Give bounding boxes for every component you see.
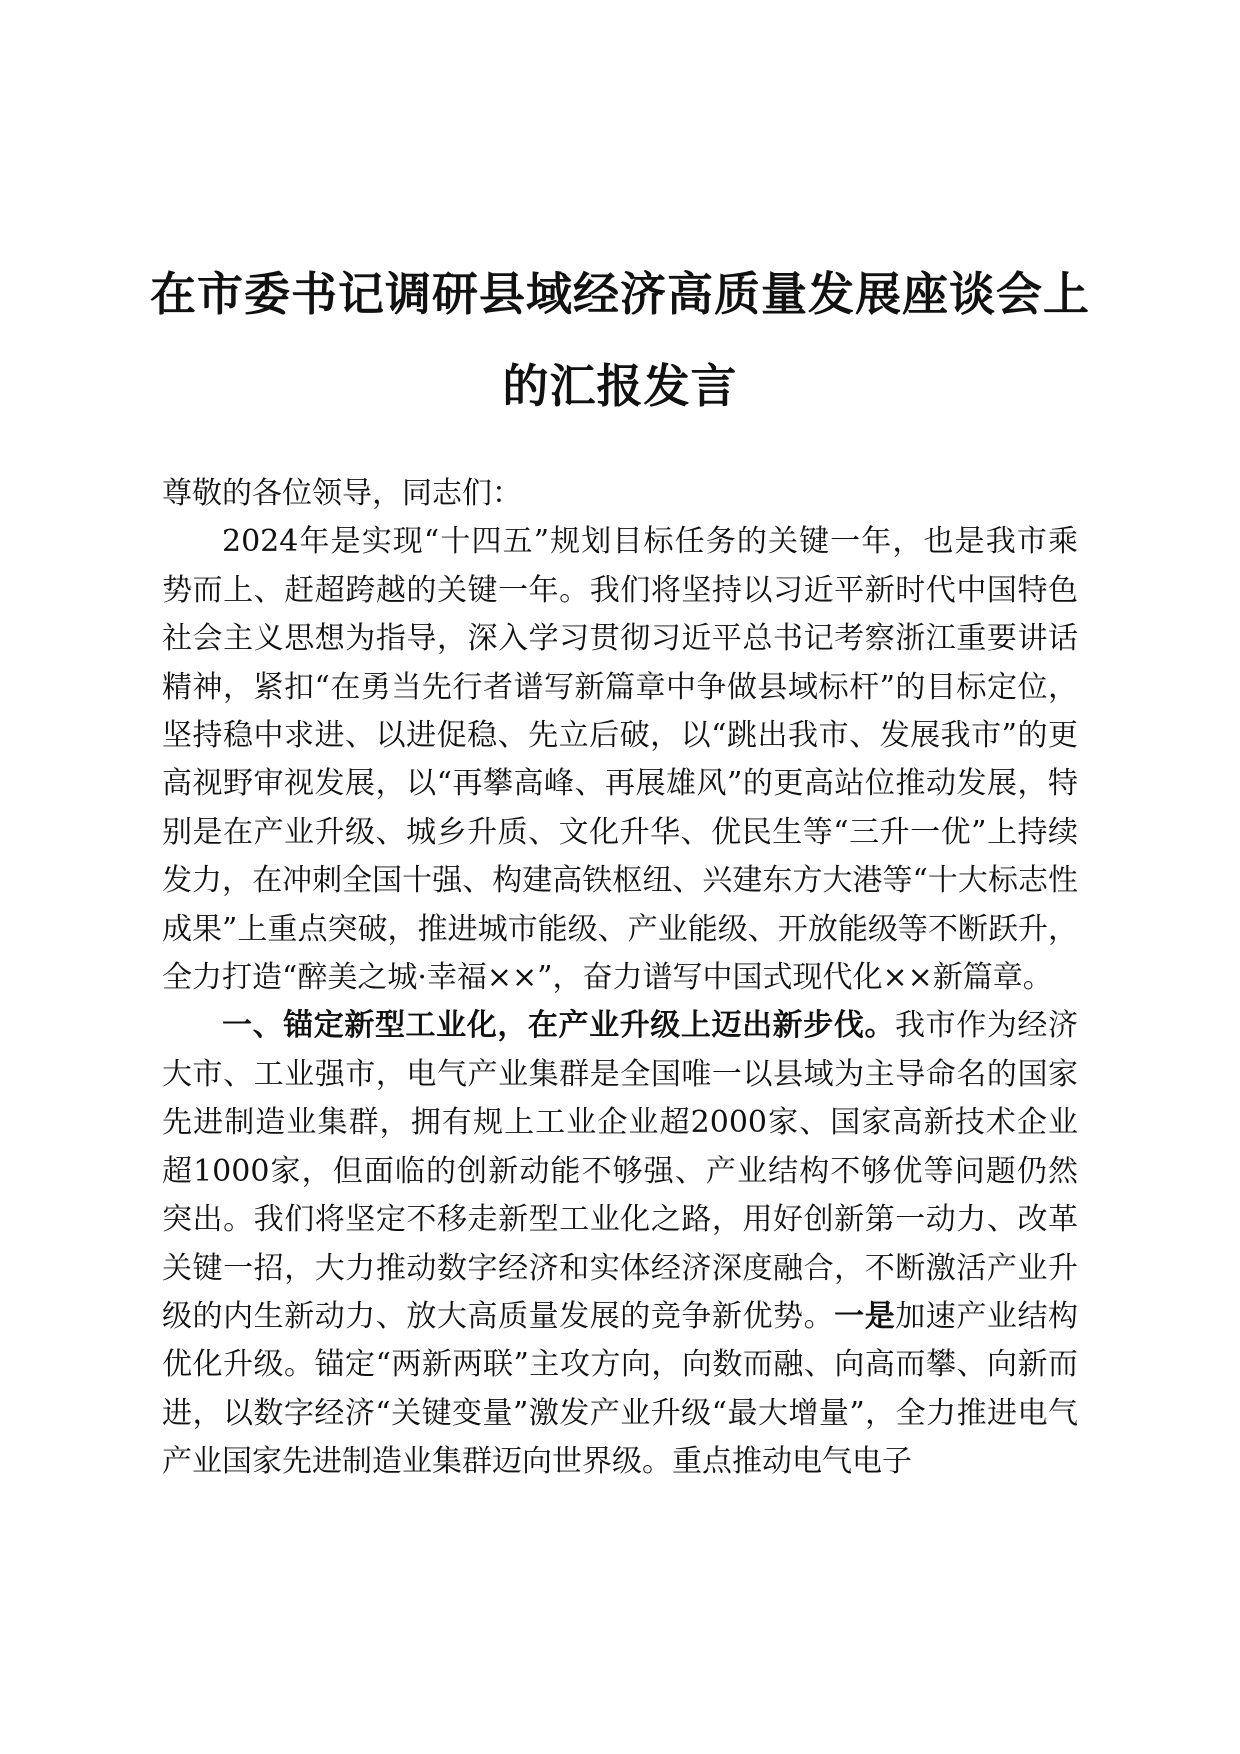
section-1-heading: 一、锚定新型工业化，在产业升级上迈出新步伐。	[222, 1008, 896, 1044]
section-1-text-a: 我市作为经济大市、工业强市，电气产业集群是全国唯一以县域为主导命名的国家先进制造业集群，拥有规上工业企业超2000家、国家高新技术企业超1000家，但面临的创新动能不够强、产业结构不够优等问题仍然突出。我们将坚定不移走新型工业化之路，用好创新第一动力、改革关键一招，大力推动数字经济和实体经济深度融合，不断激活产业升级的内生新动力、放大高质量发展的竞争新优势。	[162, 1008, 1079, 1334]
section-1-text-b: 加速产业结构优化升级。锚定“两新两联”主攻方向，向数而融、向高而攀、向新而进，以数字经济“关键变量”激发产业升级“最大增量”，全力推进电气产业国家先进制造业集群迈向世界级。重点推动电气电子	[162, 1298, 1079, 1480]
section-1-sub-marker: 一是	[834, 1298, 896, 1334]
title-line-2: 的汇报发言	[502, 359, 738, 413]
salutation: 尊敬的各位领导，同志们：	[162, 476, 522, 511]
document-title	[150, 248, 1090, 432]
section-1-paragraph	[162, 1002, 1078, 1486]
document-body	[162, 470, 1078, 1487]
intro-paragraph: 2024年是实现“十四五”规划目标任务的关键一年，也是我市乘势而上、赶超跨越的关键一年。我们将坚持以习近平新时代中国特色社会主义思想为指导，深入学习贯彻习近平总书记考察浙江重要讲话精神，紧扣“在勇当先行者谱写新篇章中争做县域标杆”的目标定位，坚持稳中求进、以进促稳、先立后破，以“跳出我市、发展我市”的更高视野审视发展，以“再攀高峰、再展雄风”的更高站位推动发展，特别是在产业升级、城乡升质、文化升华、优民生等“三升一优”上持续发力，在冲刺全国十强、构建高铁枢纽、兴建东方大港等“十大标志性成果”上重点突破，推进城市能级、产业能级、开放能级等不断跃升，全力打造“醉美之城·幸福××”，奋力谱写中国式现代化××新篇章。	[162, 524, 1078, 996]
title-line-1: 在市委书记调研县域经济高质量发展座谈会上	[150, 267, 1090, 321]
